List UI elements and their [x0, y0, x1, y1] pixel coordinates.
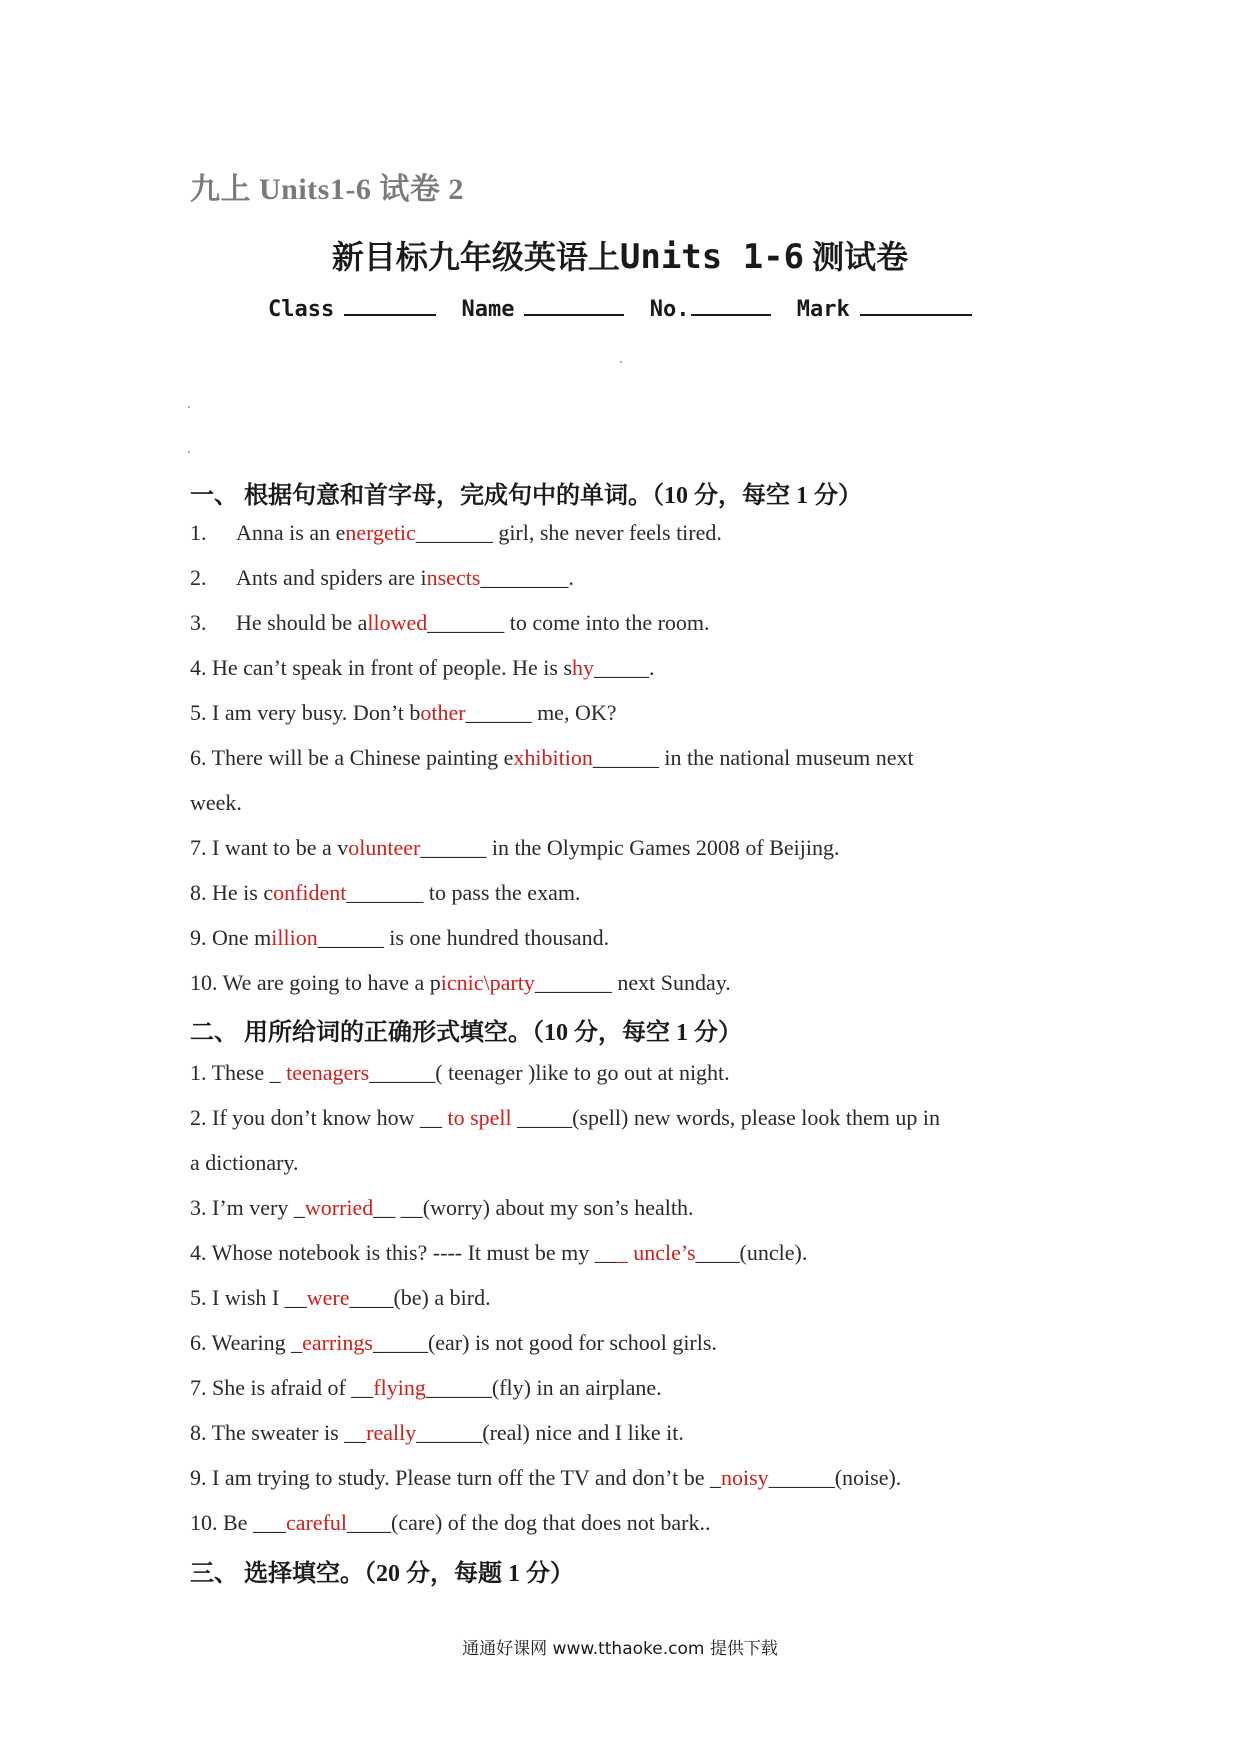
footer-source: 通通好课网 www.tthaoke.com 提供下载 — [462, 1639, 778, 1659]
list-item: week. — [190, 790, 242, 815]
main-title-units: Units 1-6 — [619, 237, 805, 277]
list-item: 2. Ants and spiders are insects________. — [190, 565, 574, 590]
list-item: 6. There will be a Chinese painting exhibition______ in the national museum next — [190, 745, 914, 770]
list-item: 10. Be ___careful____(care) of the dog that does not bark.. — [190, 1510, 711, 1535]
name-label: Name — [461, 297, 515, 322]
list-item: 3. He should be allowed_______ to come into the room. — [190, 610, 710, 635]
list-item: 8. The sweater is __really______(real) nice and I like it. — [190, 1420, 684, 1445]
scan-dot — [188, 451, 190, 453]
list-item: 7. I want to be a volunteer______ in the Olympic Games 2008 of Beijing. — [190, 835, 840, 860]
main-title-cn-part2: 测试卷 — [812, 239, 909, 275]
main-title — [0, 232, 1240, 278]
list-item: 10. We are going to have a picnic\party_______ next Sunday. — [190, 970, 731, 995]
number-blank — [691, 296, 771, 316]
list-item: 5. I am very busy. Don’t bother______ me, OK? — [190, 700, 617, 725]
number-label: No. — [649, 297, 690, 322]
list-item: 1. These _ teenagers______( teenager )like to go out at night. — [190, 1060, 730, 1085]
list-item: 9. One million______ is one hundred thousand. — [190, 925, 610, 950]
list-item: 6. Wearing _earrings_____(ear) is not good for school girls. — [190, 1330, 717, 1355]
class-label: Class — [268, 297, 335, 322]
list-item: 9. I am trying to study. Please turn off the TV and don’t be _noisy______(noise). — [190, 1465, 902, 1490]
section2-heading: 二、 用所给词的正确形式填空。（10 分，每空 1 分） — [190, 1020, 742, 1046]
list-item: 1. Anna is an energetic_______ girl, she never feels tired. — [190, 520, 722, 545]
name-blank — [524, 296, 624, 316]
section3-heading: 三、 选择填空。（20 分，每题 1 分） — [190, 1561, 574, 1587]
list-item: a dictionary. — [190, 1150, 299, 1175]
list-item: 4. Whose notebook is this? ---- It must be my ___ uncle’s____(uncle). — [190, 1240, 808, 1265]
class-field — [268, 296, 436, 322]
list-item: 4. He can’t speak in front of people. He is shy_____. — [190, 655, 655, 680]
top-title: 九上 Units1-6 试卷 2 — [190, 173, 464, 206]
list-item: 7. She is afraid of __flying______(fly) in an airplane. — [190, 1375, 662, 1400]
name-field — [461, 296, 624, 322]
student-info-row — [268, 296, 984, 322]
scan-dot — [188, 406, 190, 408]
list-item: 3. I’m very _worried__ __(worry) about my son’s health. — [190, 1195, 694, 1220]
mark-label: Mark — [796, 297, 850, 322]
list-item: 8. He is confident_______ to pass the exam. — [190, 880, 581, 905]
main-title-cn-part1: 新目标九年级英语上 — [331, 239, 620, 275]
list-item: 5. I wish I __were____(be) a bird. — [190, 1285, 491, 1310]
section1-heading: 一、 根据句意和首字母，完成句中的单词。（10 分，每空 1 分） — [190, 483, 862, 509]
list-item: 2. If you don’t know how __ to spell _____(spell) new words, please look them up in — [190, 1105, 940, 1130]
number-field — [650, 296, 772, 322]
class-blank — [344, 296, 436, 316]
scan-dot — [620, 361, 622, 363]
mark-field — [797, 296, 972, 322]
mark-blank — [860, 296, 972, 316]
